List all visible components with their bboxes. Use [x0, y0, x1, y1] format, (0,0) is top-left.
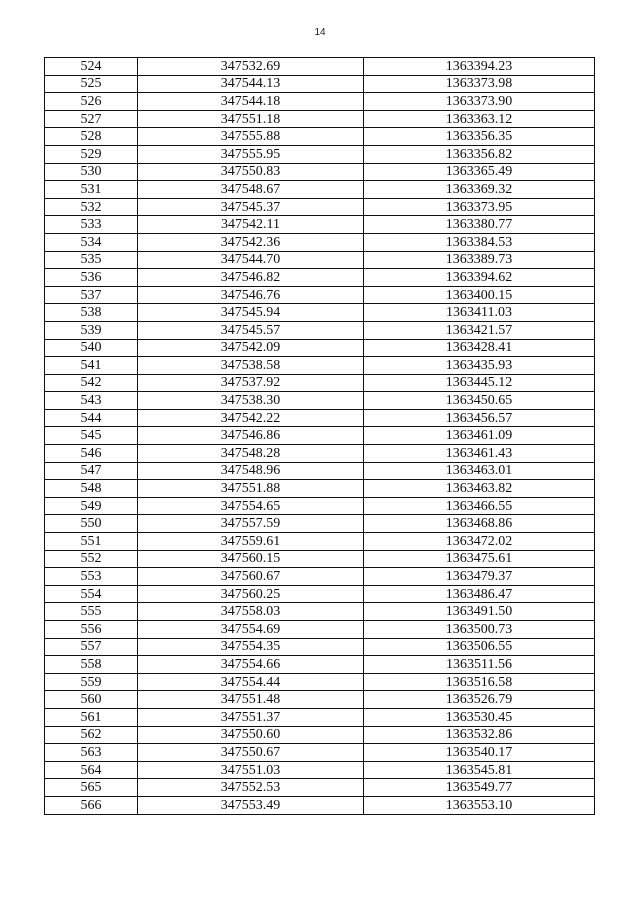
point-number-cell: 565 — [45, 779, 138, 797]
y-coordinate-cell: 1363468.86 — [364, 515, 595, 533]
x-coordinate-cell: 347554.44 — [138, 673, 364, 691]
x-coordinate-cell: 347548.67 — [138, 181, 364, 199]
point-number-cell: 556 — [45, 621, 138, 639]
x-coordinate-cell: 347545.37 — [138, 198, 364, 216]
y-coordinate-cell: 1363506.55 — [364, 638, 595, 656]
y-coordinate-cell: 1363463.01 — [364, 462, 595, 480]
y-coordinate-cell: 1363461.09 — [364, 427, 595, 445]
point-number-cell: 527 — [45, 110, 138, 128]
point-number-cell: 561 — [45, 708, 138, 726]
table-row — [45, 163, 595, 181]
point-number-cell: 543 — [45, 392, 138, 410]
x-coordinate-cell: 347542.11 — [138, 216, 364, 234]
table-row — [45, 779, 595, 797]
coordinates-table-body — [45, 58, 595, 815]
x-coordinate-cell: 347552.53 — [138, 779, 364, 797]
x-coordinate-cell: 347545.57 — [138, 321, 364, 339]
y-coordinate-cell: 1363545.81 — [364, 761, 595, 779]
x-coordinate-cell: 347553.49 — [138, 796, 364, 814]
y-coordinate-cell: 1363532.86 — [364, 726, 595, 744]
table-row — [45, 427, 595, 445]
point-number-cell: 531 — [45, 181, 138, 199]
table-row — [45, 75, 595, 93]
table-row — [45, 691, 595, 709]
table-row — [45, 761, 595, 779]
x-coordinate-cell: 347550.60 — [138, 726, 364, 744]
x-coordinate-cell: 347542.36 — [138, 233, 364, 251]
table-row — [45, 497, 595, 515]
table-row — [45, 462, 595, 480]
point-number-cell: 558 — [45, 656, 138, 674]
table-row — [45, 93, 595, 111]
x-coordinate-cell: 347551.48 — [138, 691, 364, 709]
table-row — [45, 550, 595, 568]
table-row — [45, 321, 595, 339]
table-row — [45, 128, 595, 146]
table-row — [45, 145, 595, 163]
table-row — [45, 744, 595, 762]
y-coordinate-cell: 1363411.03 — [364, 304, 595, 322]
y-coordinate-cell: 1363373.90 — [364, 93, 595, 111]
x-coordinate-cell: 347550.83 — [138, 163, 364, 181]
point-number-cell: 532 — [45, 198, 138, 216]
point-number-cell: 528 — [45, 128, 138, 146]
point-number-cell: 525 — [45, 75, 138, 93]
x-coordinate-cell: 347546.86 — [138, 427, 364, 445]
x-coordinate-cell: 347551.37 — [138, 708, 364, 726]
y-coordinate-cell: 1363394.23 — [364, 58, 595, 76]
point-number-cell: 526 — [45, 93, 138, 111]
y-coordinate-cell: 1363373.95 — [364, 198, 595, 216]
x-coordinate-cell: 347560.67 — [138, 568, 364, 586]
point-number-cell: 529 — [45, 145, 138, 163]
x-coordinate-cell: 347538.58 — [138, 357, 364, 375]
y-coordinate-cell: 1363400.15 — [364, 286, 595, 304]
y-coordinate-cell: 1363549.77 — [364, 779, 595, 797]
point-number-cell: 545 — [45, 427, 138, 445]
y-coordinate-cell: 1363486.47 — [364, 585, 595, 603]
y-coordinate-cell: 1363540.17 — [364, 744, 595, 762]
x-coordinate-cell: 347559.61 — [138, 533, 364, 551]
point-number-cell: 549 — [45, 497, 138, 515]
point-number-cell: 547 — [45, 462, 138, 480]
y-coordinate-cell: 1363445.12 — [364, 374, 595, 392]
y-coordinate-cell: 1363365.49 — [364, 163, 595, 181]
table-row — [45, 251, 595, 269]
table-row — [45, 198, 595, 216]
table-row — [45, 603, 595, 621]
table-row — [45, 533, 595, 551]
y-coordinate-cell: 1363421.57 — [364, 321, 595, 339]
y-coordinate-cell: 1363463.82 — [364, 480, 595, 498]
x-coordinate-cell: 347548.28 — [138, 445, 364, 463]
x-coordinate-cell: 347546.82 — [138, 269, 364, 287]
table-row — [45, 286, 595, 304]
point-number-cell: 550 — [45, 515, 138, 533]
x-coordinate-cell: 347545.94 — [138, 304, 364, 322]
table-row — [45, 110, 595, 128]
x-coordinate-cell: 347548.96 — [138, 462, 364, 480]
point-number-cell: 539 — [45, 321, 138, 339]
x-coordinate-cell: 347554.66 — [138, 656, 364, 674]
x-coordinate-cell: 347544.18 — [138, 93, 364, 111]
point-number-cell: 559 — [45, 673, 138, 691]
x-coordinate-cell: 347554.69 — [138, 621, 364, 639]
y-coordinate-cell: 1363491.50 — [364, 603, 595, 621]
point-number-cell: 535 — [45, 251, 138, 269]
table-row — [45, 585, 595, 603]
table-row — [45, 568, 595, 586]
table-row — [45, 656, 595, 674]
table-row — [45, 304, 595, 322]
y-coordinate-cell: 1363511.56 — [364, 656, 595, 674]
x-coordinate-cell: 347542.22 — [138, 409, 364, 427]
x-coordinate-cell: 347560.15 — [138, 550, 364, 568]
table-row — [45, 673, 595, 691]
y-coordinate-cell: 1363450.65 — [364, 392, 595, 410]
x-coordinate-cell: 347542.09 — [138, 339, 364, 357]
x-coordinate-cell: 347554.65 — [138, 497, 364, 515]
point-number-cell: 552 — [45, 550, 138, 568]
table-row — [45, 708, 595, 726]
point-number-cell: 541 — [45, 357, 138, 375]
y-coordinate-cell: 1363363.12 — [364, 110, 595, 128]
x-coordinate-cell: 347560.25 — [138, 585, 364, 603]
y-coordinate-cell: 1363394.62 — [364, 269, 595, 287]
y-coordinate-cell: 1363530.45 — [364, 708, 595, 726]
y-coordinate-cell: 1363356.35 — [364, 128, 595, 146]
y-coordinate-cell: 1363428.41 — [364, 339, 595, 357]
point-number-cell: 551 — [45, 533, 138, 551]
point-number-cell: 536 — [45, 269, 138, 287]
y-coordinate-cell: 1363373.98 — [364, 75, 595, 93]
point-number-cell: 544 — [45, 409, 138, 427]
table-row — [45, 409, 595, 427]
point-number-cell: 548 — [45, 480, 138, 498]
x-coordinate-cell: 347532.69 — [138, 58, 364, 76]
table-row — [45, 480, 595, 498]
point-number-cell: 553 — [45, 568, 138, 586]
point-number-cell: 537 — [45, 286, 138, 304]
table-row — [45, 515, 595, 533]
x-coordinate-cell: 347544.70 — [138, 251, 364, 269]
x-coordinate-cell: 347555.95 — [138, 145, 364, 163]
point-number-cell: 524 — [45, 58, 138, 76]
point-number-cell: 530 — [45, 163, 138, 181]
point-number-cell: 557 — [45, 638, 138, 656]
point-number-cell: 546 — [45, 445, 138, 463]
y-coordinate-cell: 1363516.58 — [364, 673, 595, 691]
table-row — [45, 269, 595, 287]
y-coordinate-cell: 1363384.53 — [364, 233, 595, 251]
table-row — [45, 181, 595, 199]
point-number-cell: 563 — [45, 744, 138, 762]
y-coordinate-cell: 1363479.37 — [364, 568, 595, 586]
y-coordinate-cell: 1363466.55 — [364, 497, 595, 515]
point-number-cell: 560 — [45, 691, 138, 709]
table-row — [45, 392, 595, 410]
point-number-cell: 533 — [45, 216, 138, 234]
x-coordinate-cell: 347558.03 — [138, 603, 364, 621]
point-number-cell: 562 — [45, 726, 138, 744]
x-coordinate-cell: 347551.03 — [138, 761, 364, 779]
y-coordinate-cell: 1363356.82 — [364, 145, 595, 163]
x-coordinate-cell: 347557.59 — [138, 515, 364, 533]
point-number-cell: 542 — [45, 374, 138, 392]
y-coordinate-cell: 1363380.77 — [364, 216, 595, 234]
table-row — [45, 216, 595, 234]
x-coordinate-cell: 347554.35 — [138, 638, 364, 656]
x-coordinate-cell: 347544.13 — [138, 75, 364, 93]
x-coordinate-cell: 347551.18 — [138, 110, 364, 128]
point-number-cell: 554 — [45, 585, 138, 603]
y-coordinate-cell: 1363389.73 — [364, 251, 595, 269]
table-row — [45, 638, 595, 656]
table-row — [45, 726, 595, 744]
point-number-cell: 540 — [45, 339, 138, 357]
y-coordinate-cell: 1363526.79 — [364, 691, 595, 709]
table-row — [45, 796, 595, 814]
point-number-cell: 534 — [45, 233, 138, 251]
y-coordinate-cell: 1363553.10 — [364, 796, 595, 814]
table-row — [45, 233, 595, 251]
point-number-cell: 555 — [45, 603, 138, 621]
x-coordinate-cell: 347537.92 — [138, 374, 364, 392]
table-row — [45, 58, 595, 76]
coordinates-table — [44, 57, 595, 815]
x-coordinate-cell: 347538.30 — [138, 392, 364, 410]
point-number-cell: 538 — [45, 304, 138, 322]
y-coordinate-cell: 1363456.57 — [364, 409, 595, 427]
x-coordinate-cell: 347546.76 — [138, 286, 364, 304]
x-coordinate-cell: 347550.67 — [138, 744, 364, 762]
y-coordinate-cell: 1363475.61 — [364, 550, 595, 568]
x-coordinate-cell: 347551.88 — [138, 480, 364, 498]
y-coordinate-cell: 1363472.02 — [364, 533, 595, 551]
table-row — [45, 374, 595, 392]
y-coordinate-cell: 1363435.93 — [364, 357, 595, 375]
x-coordinate-cell: 347555.88 — [138, 128, 364, 146]
y-coordinate-cell: 1363500.73 — [364, 621, 595, 639]
table-row — [45, 621, 595, 639]
point-number-cell: 566 — [45, 796, 138, 814]
table-row — [45, 445, 595, 463]
page-number: 14 — [314, 27, 326, 38]
y-coordinate-cell: 1363461.43 — [364, 445, 595, 463]
table-row — [45, 357, 595, 375]
table-row — [45, 339, 595, 357]
y-coordinate-cell: 1363369.32 — [364, 181, 595, 199]
point-number-cell: 564 — [45, 761, 138, 779]
